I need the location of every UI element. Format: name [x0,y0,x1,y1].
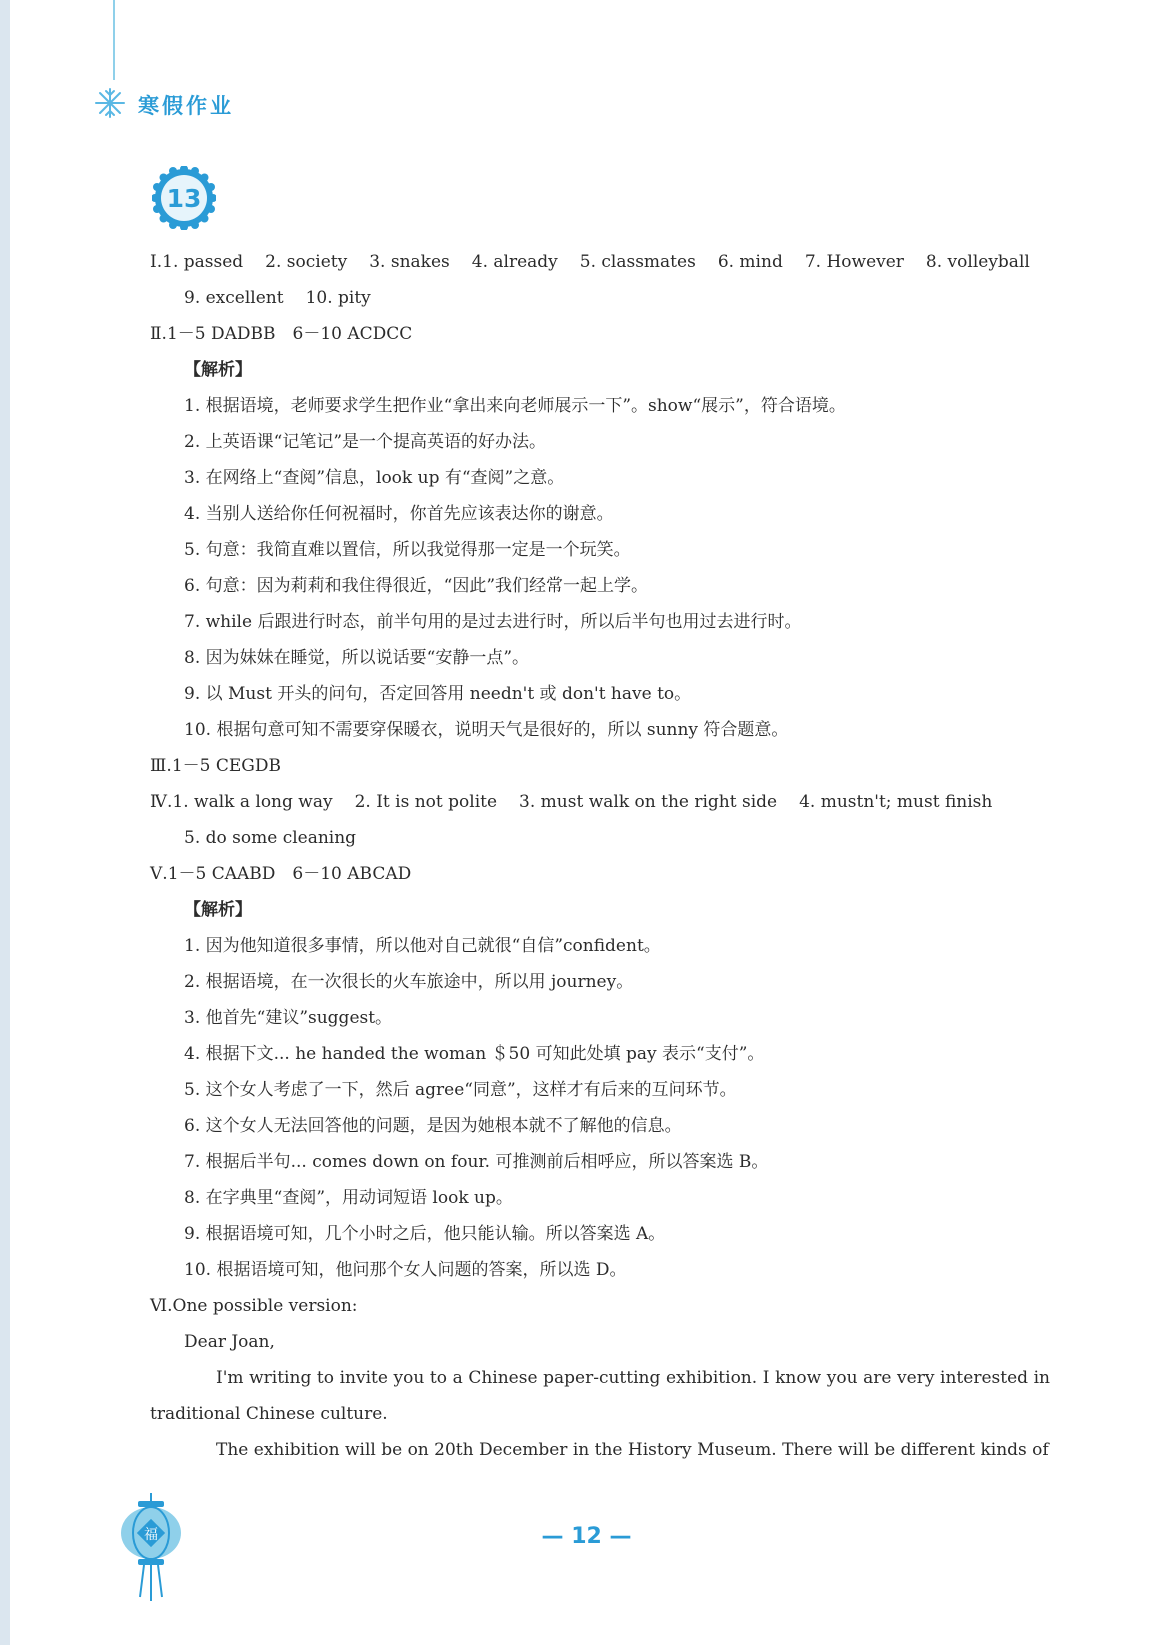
answer-content [150,244,1050,1468]
answer-item: 7. However [804,252,904,272]
answer-item: 9. excellent [184,288,284,308]
header-title: 寒假作业 [138,94,234,118]
analysis-note: 4. 当别人送给你任何祝福时，你首先应该表达你的谢意。 [184,504,614,524]
section-1-line-1 [150,244,1050,280]
analysis-note: 5. 这个女人考虑了一下，然后 agree“同意”，这样才有后来的互问环节。 [184,1080,737,1100]
lesson-number-badge [152,166,216,230]
section-4-line-1 [150,784,1050,820]
section-1-line-2 [150,280,1050,316]
essay-intro: One possible version: [172,1296,358,1316]
letter-paragraph-1: I'm writing to invite you to a Chinese paper-cutting exhibition. I know you are very interested in traditional Chinese culture. [150,1368,1050,1424]
letter-greeting: Dear Joan, [184,1332,275,1352]
answer-item: 8. volleyball [925,252,1030,272]
answer-item: 4. mustn't; must finish [799,792,993,812]
analysis-note: 2. 上英语课“记笔记”是一个提高英语的好办法。 [184,432,547,452]
analysis-note: 4. 根据下文... he handed the woman ＄50 可知此处填 pay 表示“支付”。 [184,1044,765,1064]
analysis-note: 8. 因为妹妹在睡觉，所以说话要“安静一点”。 [184,648,530,668]
answer-item: 5. do some cleaning [184,828,357,848]
section-label: Ⅱ. [150,324,167,344]
answer-item: 10. pity [305,288,371,308]
analysis-note: 7. 根据后半句... comes down on four. 可推测前后相呼应，所以答案选 B。 [184,1152,769,1172]
page-header [94,88,234,122]
header-decor-line [113,0,115,80]
answer-item: 6. mind [717,252,783,272]
analysis-note: 3. 他首先“建议”suggest。 [184,1008,393,1028]
analysis-note: 6. 这个女人无法回答他的问题，是因为她根本就不了解他的信息。 [184,1116,682,1136]
badge-number: 13 [166,184,202,213]
analysis-title: 【解析】 [184,900,252,920]
analysis-title: 【解析】 [184,360,252,380]
analysis-note: 3. 在网络上“查阅”信息，look up 有“查阅”之意。 [184,468,565,488]
analysis-note: 10. 根据语境可知，他问那个女人问题的答案，所以选 D。 [184,1260,627,1280]
section-label: Ⅴ. [150,864,168,884]
section-3-answers [150,748,1050,784]
answer-item: 1. passed [162,252,244,272]
answer-item: 2. society [265,252,348,272]
answer-key: 1－5 CAABD 6－10 ABCAD [167,864,412,884]
answer-item: 2. It is not polite [354,792,498,812]
section-label: Ⅳ. [150,792,173,812]
analysis-note: 9. 根据语境可知，几个小时之后，他只能认输。所以答案选 A。 [184,1224,666,1244]
answer-item: 3. snakes [369,252,450,272]
left-margin-bar [0,0,10,1645]
analysis-note: 8. 在字典里“查阅”，用动词短语 look up。 [184,1188,513,1208]
answer-key: 1－5 CEGDB [171,756,281,776]
answer-item: 3. must walk on the right side [519,792,778,812]
answer-item: 1. walk a long way [172,792,333,812]
section-5-answers [150,856,1050,892]
section-label: Ⅰ. [150,252,163,272]
section-2-answers [150,316,1050,352]
analysis-note: 10. 根据句意可知不需要穿保暖衣，说明天气是很好的，所以 sunny 符合题意。 [184,720,789,740]
analysis-note: 7. while 后跟进行时态，前半句用的是过去进行时，所以后半句也用过去进行时。 [184,612,802,632]
section-6-intro [150,1288,1050,1324]
page-number: — 12 — [541,1524,632,1549]
analysis-note: 9. 以 Must 开头的问句，否定回答用 needn't 或 don't have to。 [184,684,692,704]
answer-item: 4. already [471,252,558,272]
analysis-note: 6. 句意：因为莉莉和我住得很近，“因此”我们经常一起上学。 [184,576,649,596]
letter-body [150,1360,1050,1468]
section-label: Ⅲ. [150,756,172,776]
analysis-note: 2. 根据语境，在一次很长的火车旅途中，所以用 journey。 [184,972,634,992]
answer-item: 5. classmates [579,252,696,272]
lantern-character: 福 [144,1527,158,1543]
section-4-line-2 [150,820,1050,856]
analysis-note: 5. 句意：我简直难以置信，所以我觉得那一定是一个玩笑。 [184,540,631,560]
section-label: Ⅵ. [150,1296,173,1316]
answer-key: 1－5 DADBB 6－10 ACDCC [166,324,413,344]
analysis-note: 1. 因为他知道很多事情，所以他对自己就很“自信”confident。 [184,936,661,956]
analysis-note: 1. 根据语境，老师要求学生把作业“拿出来向老师展示一下”。show“展示”，符合语境。 [184,396,846,416]
letter-paragraph-2: The exhibition will be on 20th December in the History Museum. There will be different kinds of [216,1440,1049,1460]
snowflake-icon [94,87,126,123]
